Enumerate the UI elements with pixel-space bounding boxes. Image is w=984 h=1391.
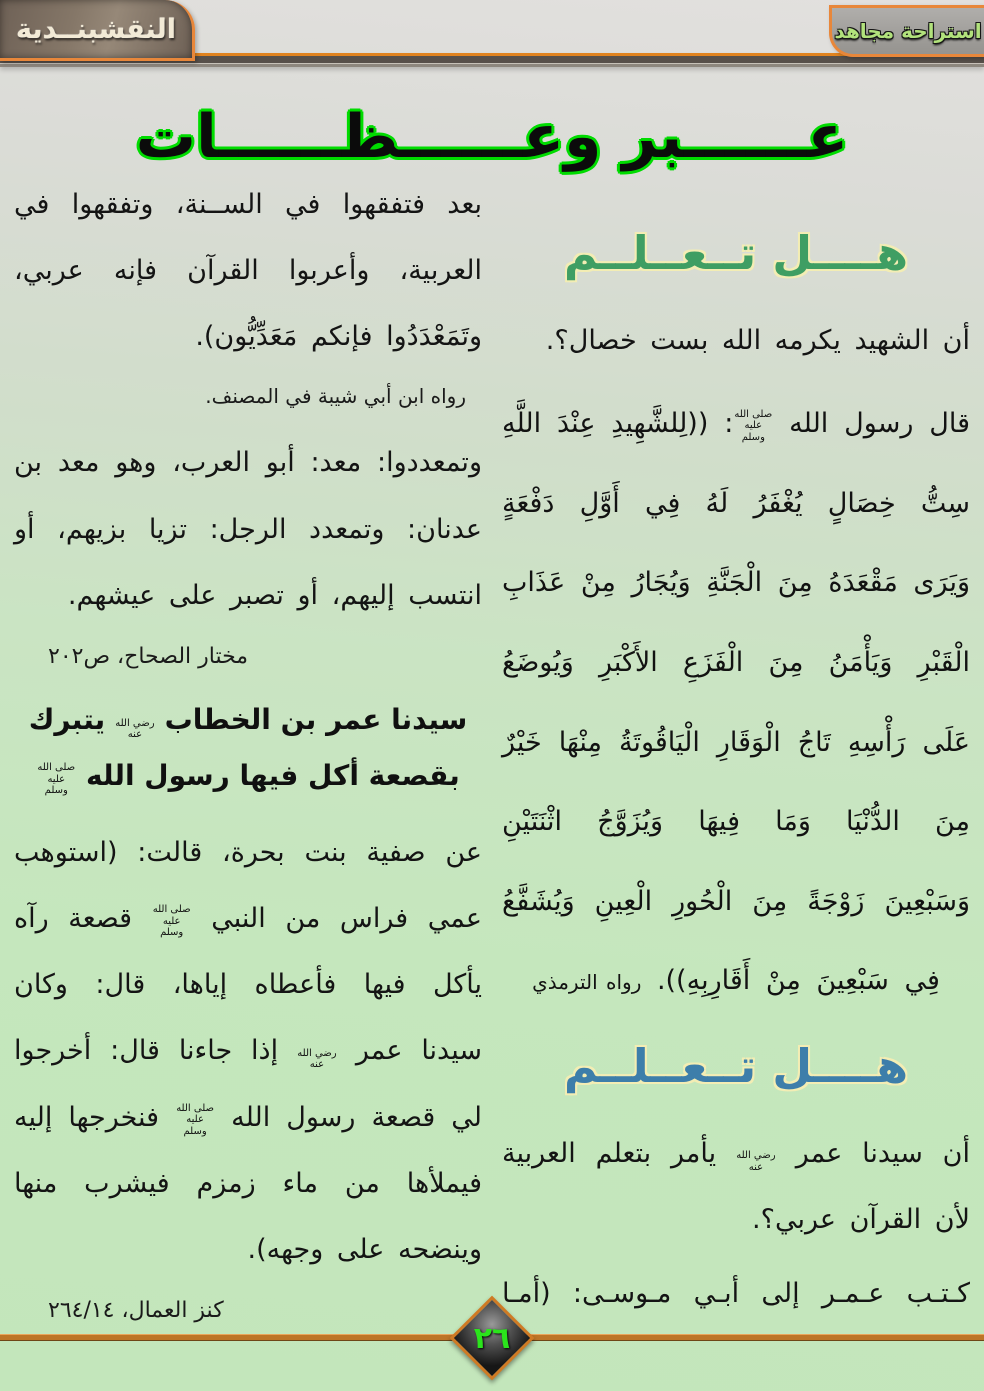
glossary-paragraph: وتمعددوا: معد: أبو العرب، وهو معد بن عدنان: وتمعدد الرجل: تزيا بزيهم، أو انتسب إليهم، أو تصبر على عيشهم. bbox=[14, 447, 482, 611]
honorific-saw-icon: صلى الله عليه وسلم bbox=[37, 762, 76, 797]
story-text-segment: قصعة رآه يأكل فيها فأعطاه إياها، قال: وكان سيدنا عمر bbox=[14, 903, 482, 1067]
magazine-brand-title: النقشبنــدية bbox=[16, 13, 176, 45]
honorific-saw-icon: صلى الله عليه وسلم bbox=[152, 904, 191, 939]
honorific-saw-icon: صلى الله عليه وسلم bbox=[734, 408, 773, 443]
section-tab bbox=[829, 5, 984, 57]
question-text-segment: أن سيدنا عمر bbox=[775, 1137, 970, 1169]
left-column bbox=[14, 172, 482, 1346]
hadith-intro: قال رسول الله bbox=[773, 407, 970, 439]
story-paragraph bbox=[14, 820, 482, 1283]
question-text-segment: يأمر بتعلم العربية لأن القرآن عربي؟. bbox=[502, 1137, 970, 1235]
closing-line: كـتـب عـمـر إلى أبـي مـوسـى: (أمـا bbox=[502, 1278, 970, 1310]
honorific-ra-icon: رضي الله عنه bbox=[736, 1150, 776, 1173]
section-tab-label: استراحة مجاهد bbox=[834, 19, 982, 43]
heading-text-segment: سيدنا عمر بن الخطاب bbox=[154, 703, 468, 737]
did-you-know-heading-2: هــــل تــعــلــم bbox=[563, 1039, 909, 1094]
hadith-body: : ((لِلشَّهِيدِ عِنْدَ اللَّهِ سِتُّ خِصَالٍ يُغْفَرُ لَهُ فِي أَوَّلِ دَفْعَةٍ وَيَرَى مَقْعَدَهُ مِنَ الْجَنَّةِ وَيُجَارُ مِنْ عَذَابِ الْقَبْرِ وَيَأْمَنُ مِنَ الْفَزَعِ الأَكْبَرِ وَيُوضَعُ عَلَى رَأْسِهِ تَاجُ الْوَقَارِ الْيَاقُوتَةُ مِنْهَا خَيْرٌ مِنَ الدُّنْيَا وَمَا فِيهَا وَيُزَوَّجُ اثْنَتَيْنِ وَسَبْعِينَ زَوْجَةً مِنَ الْحُورِ الْعِينِ وَيُشَفَّعُ فِي سَبْعِينَ مِنْ أَقَارِبِهِ)). bbox=[502, 407, 970, 997]
did-you-know-question-1 bbox=[502, 308, 970, 374]
page-number: ٢٦ bbox=[473, 1320, 511, 1356]
honorific-saw-icon: صلى الله عليه وسلم bbox=[176, 1102, 214, 1137]
question-text: أن الشهيد يكرمه الله بست خصال؟. bbox=[545, 324, 970, 356]
hadith-paragraph bbox=[502, 384, 970, 1021]
story-heading bbox=[14, 692, 482, 804]
brand-tab bbox=[0, 0, 195, 61]
honorific-ra-icon: رضي الله عنه bbox=[297, 1047, 337, 1071]
story-text-segment: عن صفية بنت بحرة، قالت: (استوهب عمي فراس من النبي bbox=[14, 837, 482, 935]
page-title: عــــــبر وعــــــظــــــات bbox=[135, 102, 849, 173]
did-you-know-question-2 bbox=[502, 1121, 970, 1253]
source-reference: كنز العمال، ٢٦٤/١٤ bbox=[48, 1298, 224, 1324]
hadith-source: رواه الترمذي bbox=[532, 970, 642, 995]
honorific-ra-icon: رضي الله عنه bbox=[115, 717, 155, 741]
source-reference: رواه ابن أبي شيبة في المصنف. bbox=[205, 384, 466, 409]
continued-paragraph: بعد فتفقهوا في الســنة، وتفقهوا في العربية، وأعربوا القرآن فإنه عربي، وتَمَعْدَدُوا فإنكم مَعَدِّيُّون). bbox=[14, 189, 482, 353]
story-text-segment: فنخرجها إليه فيملأها من ماء زمزم فيشرب منها وينضحه على وجهه). bbox=[14, 1101, 482, 1265]
heading-text-segment: يتبرك بقصعة أكل فيها رسول الله bbox=[28, 703, 460, 793]
right-column bbox=[502, 224, 970, 1325]
source-reference: مختار الصحاح، ص٢٠٢ bbox=[48, 643, 249, 669]
did-you-know-heading-1: هــــل تــعــلــم bbox=[563, 226, 909, 280]
story-text-segment: إذا جاءنا قال: أخرجوا لي قصعة رسول الله bbox=[14, 1035, 482, 1133]
